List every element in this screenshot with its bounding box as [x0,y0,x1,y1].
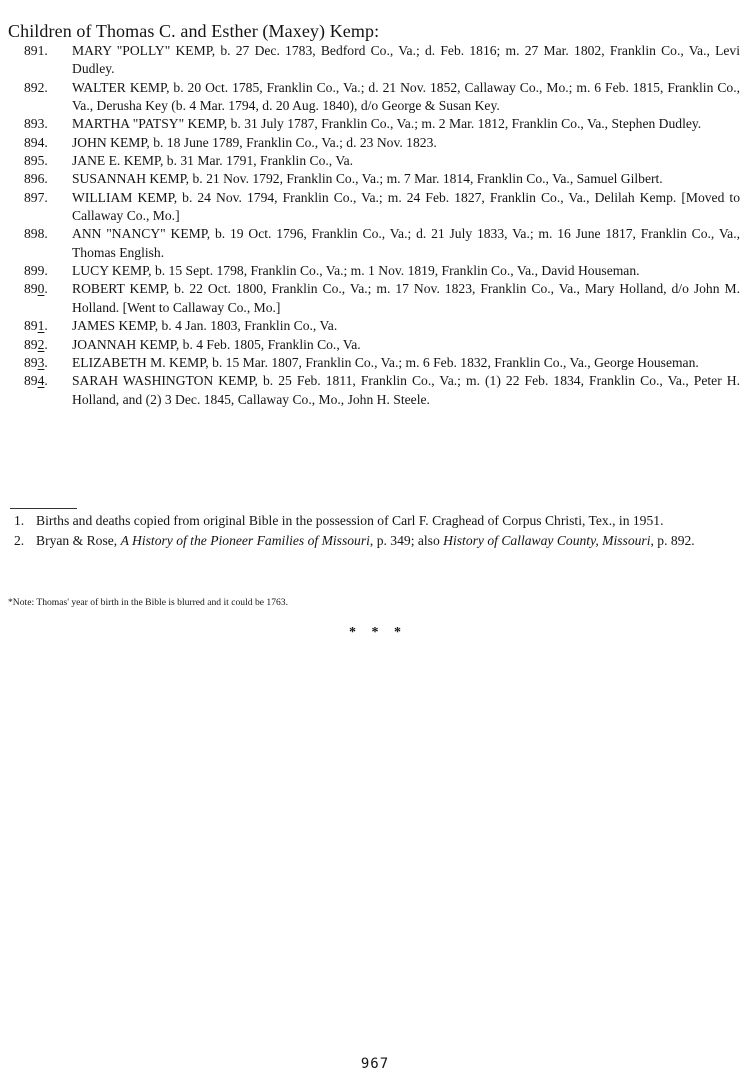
footnote-number: 2. [14,533,25,549]
entry-number-base: 89 [24,336,38,352]
entry-number-suffix: . [44,373,48,389]
entry-text: ROBERT KEMP, b. 22 Oct. 1800, Franklin Co., Va.; m. 17 Nov. 1823, Franklin Co., Va., Mary Holland, d/o John M. Holland. [Went to Callaway Co., Mo.] [72,281,740,315]
entry-text: JANE E. KEMP, b. 31 Mar. 1791, Franklin Co., Va. [72,153,354,169]
footnote-book-title: History of Callaway County, Missouri [443,533,651,549]
footnote-rule [10,508,77,509]
child-entry [24,280,740,317]
child-entry [24,79,740,116]
entry-number-underlined-digit: 2 [37,336,45,352]
entry-text: ELIZABETH M. KEMP, b. 15 Mar. 1807, Franklin Co., Va.; m. 6 Feb. 1832, Franklin Co., Va., George Houseman. [72,354,699,370]
child-entry [24,170,740,188]
entry-text: SARAH WASHINGTON KEMP, b. 25 Feb. 1811, Franklin Co., Va.; m. (1) 22 Feb. 1834, Franklin Co., Va., Peter H. Holland, and (2) 3 Dec. 1845, Callaway Co., Mo., John H. Steele. [72,373,740,407]
children-list [24,42,740,409]
entry-number: 899. [24,263,48,279]
child-entry [24,354,740,372]
footnote-number: 1. [14,513,25,528]
entry-number-base: 89 [24,281,38,297]
section-heading: Children of Thomas C. and Esther (Maxey) Kemp: [8,21,380,41]
child-entry [24,336,740,354]
child-entry [24,42,740,79]
entry-number: 892. [24,79,48,95]
entry-number: 894. [24,134,48,150]
child-entry [24,115,740,133]
child-entry [24,134,740,152]
entry-number: 895. [24,153,48,169]
entry-text: JOANNAH KEMP, b. 4 Feb. 1805, Franklin Co., Va. [72,336,361,352]
footnote-text: Births and deaths copied from original Bible in the possession of Carl F. Craghead of Corpus Christi, Tex., in 1951. [36,513,664,528]
entry-number [24,317,70,335]
footnote-item [14,532,740,550]
entry-number [24,336,70,354]
entry-number [24,372,70,390]
entry-number-suffix: . [44,318,48,334]
child-entry [24,372,740,409]
footnote-text-part: Bryan & Rose, [36,533,121,549]
footnote-book-title: A History of the Pioneer Families of Missouri [120,533,370,549]
entry-number: 897. [24,189,48,205]
footnote-item [14,512,740,530]
child-entry [24,152,740,170]
entry-number [24,280,70,298]
entry-text: JOHN KEMP, b. 18 June 1789, Franklin Co., Va.; d. 23 Nov. 1823. [72,134,437,150]
entry-number: 891. [24,43,48,58]
entry-text: JAMES KEMP, b. 4 Jan. 1803, Franklin Co., Va. [72,318,338,334]
entry-text: MARY "POLLY" KEMP, b. 27 Dec. 1783, Bedford Co., Va.; d. Feb. 1816; m. 27 Mar. 1802, Franklin Co., Va., Levi Dudley. [72,43,740,77]
child-entry [24,262,740,280]
footnote-text-part: , p. 349; also [369,533,444,549]
entry-text: WILLIAM KEMP, b. 24 Nov. 1794, Franklin Co., Va.; m. 24 Feb. 1827, Franklin Co., Va., Delilah Kemp. [Moved to Callaway Co., Mo.] [72,189,740,224]
entry-number-base: 89 [24,373,38,389]
child-entry [24,225,740,262]
entry-number-base: 89 [24,318,38,334]
entry-number-underlined-digit: 1 [37,318,45,334]
entry-number-underlined-digit: 0 [37,281,45,297]
entry-text: LUCY KEMP, b. 15 Sept. 1798, Franklin Co., Va.; m. 1 Nov. 1819, Franklin Co., Va., David Houseman. [72,263,640,279]
entry-number-underlined-digit: 3 [37,354,45,370]
entry-number-suffix: . [44,354,48,370]
entry-text: MARTHA "PATSY" KEMP, b. 31 July 1787, Franklin Co., Va.; m. 2 Mar. 1812, Franklin Co., Va., Stephen Dudley. [72,116,702,132]
footnotes-list [14,512,740,553]
entry-text: ANN "NANCY" KEMP, b. 19 Oct. 1796, Franklin Co., Va.; d. 21 July 1833, Va.; m. 16 June 1817, Franklin Co., Va., Thomas English. [72,226,740,260]
entry-number-suffix: . [44,336,48,352]
footnote-text-part: , p. 892. [650,533,695,549]
child-entry [24,189,740,226]
entry-number-underlined-digit: 4 [37,373,45,389]
entry-number: 893. [24,116,48,132]
page-number: 967 [360,1056,390,1072]
entry-text: WALTER KEMP, b. 20 Oct. 1785, Franklin Co., Va.; d. 21 Nov. 1852, Callaway Co., Mo.; m. 6 Feb. 1815, Franklin Co., Va., Derusha Key (b. 4 Mar. 1794, d. 20 Aug. 1840), d/o George & Susan Key. [72,79,740,114]
section-separator: * * * [349,625,407,640]
birth-year-note: *Note: Thomas' year of birth in the Bible is blurred and it could be 1763. [8,597,288,608]
child-entry [24,317,740,335]
entry-number: 898. [24,226,48,242]
entry-number-base: 89 [24,354,38,370]
entry-text: SUSANNAH KEMP, b. 21 Nov. 1792, Franklin Co., Va.; m. 7 Mar. 1814, Franklin Co., Va., Samuel Gilbert. [72,171,663,187]
entry-number [24,354,70,372]
entry-number-suffix: . [44,281,48,297]
entry-number: 896. [24,171,48,187]
